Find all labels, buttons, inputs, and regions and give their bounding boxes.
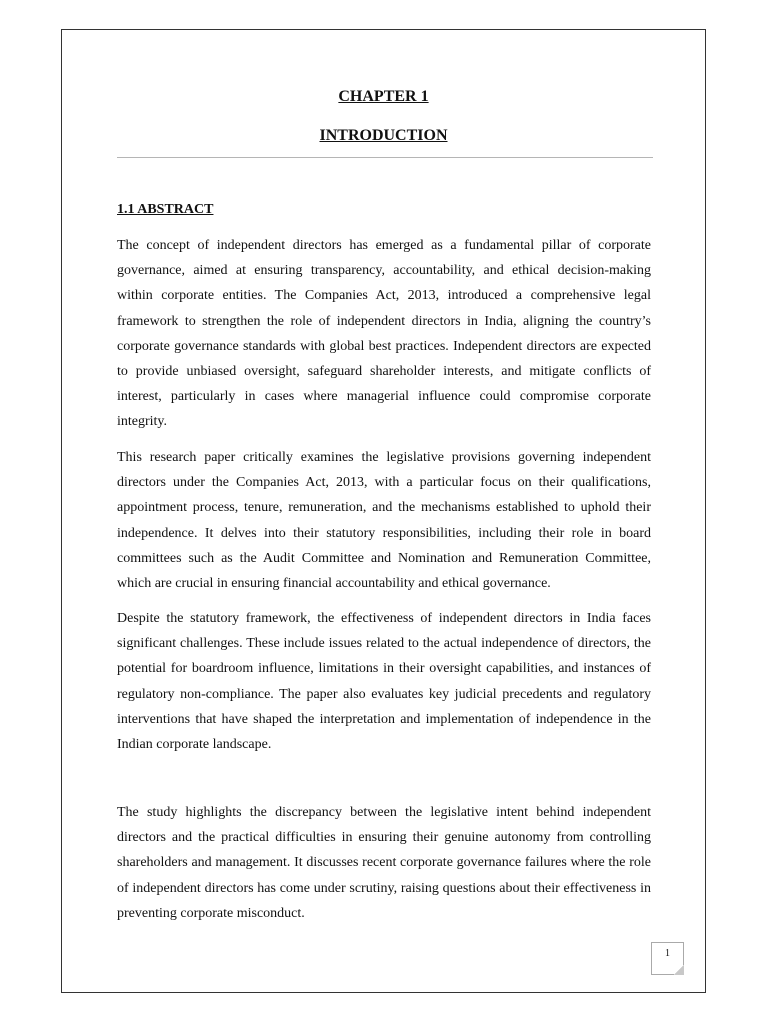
page-number-box: [651, 942, 684, 975]
chapter-title: INTRODUCTION: [319, 127, 448, 144]
abstract-paragraph-3: Despite the statutory framework, the effectiveness of independent directors in India faces significant challenges. These include issues related to the actual independence of directors, the potential for boardroom influence, limitations in their oversight capabilities, and instances of regulatory non-compliance. The paper also evaluates key judicial precedents and regulatory interventions that have shaped the interpretation and implementation of independence in the Indian corporate landscape.: [117, 611, 651, 753]
chapter-label: CHAPTER 1: [338, 88, 429, 105]
abstract-paragraph-4: The study highlights the discrepancy between the legislative intent behind independent directors and the practical difficulties in ensuring their genuine autonomy from controlling shareholders and management. It discusses recent corporate governance failures where the role of independent directors has come under scrutiny, raising questions about their effectiveness in preventing corporate misconduct.: [117, 805, 651, 921]
page-curl-icon: [674, 965, 684, 975]
page-number: 1: [665, 948, 670, 959]
abstract-paragraph-2: This research paper critically examines the legislative provisions governing independent directors under the Companies Act, 2013, with a particular focus on their qualifications, appointment process, tenure, remuneration, and the mechanisms established to uphold their independence. It delves into their statutory responsibilities, including their role in board committees such as the Audit Committee and Nomination and Remuneration Committee, which are crucial in ensuring financial accountability and ethical governance.: [117, 450, 651, 592]
abstract-paragraph-1: The concept of independent directors has emerged as a fundamental pillar of corporate governance, aimed at ensuring transparency, accountability, and ethical decision-making within corporate entities. The Companies Act, 2013, introduced a comprehensive legal framework to strengthen the role of independent directors in India, aligning the country’s corporate governance standards with global best practices. Independent directors are expected to provide unbiased oversight, safeguard shareholder interests, and mitigate conflicts of interest, particularly in cases where managerial influence could compromise corporate integrity.: [117, 238, 651, 430]
document-page: [61, 29, 706, 993]
section-heading: 1.1 ABSTRACT: [117, 202, 214, 217]
heading-divider: [117, 157, 653, 158]
